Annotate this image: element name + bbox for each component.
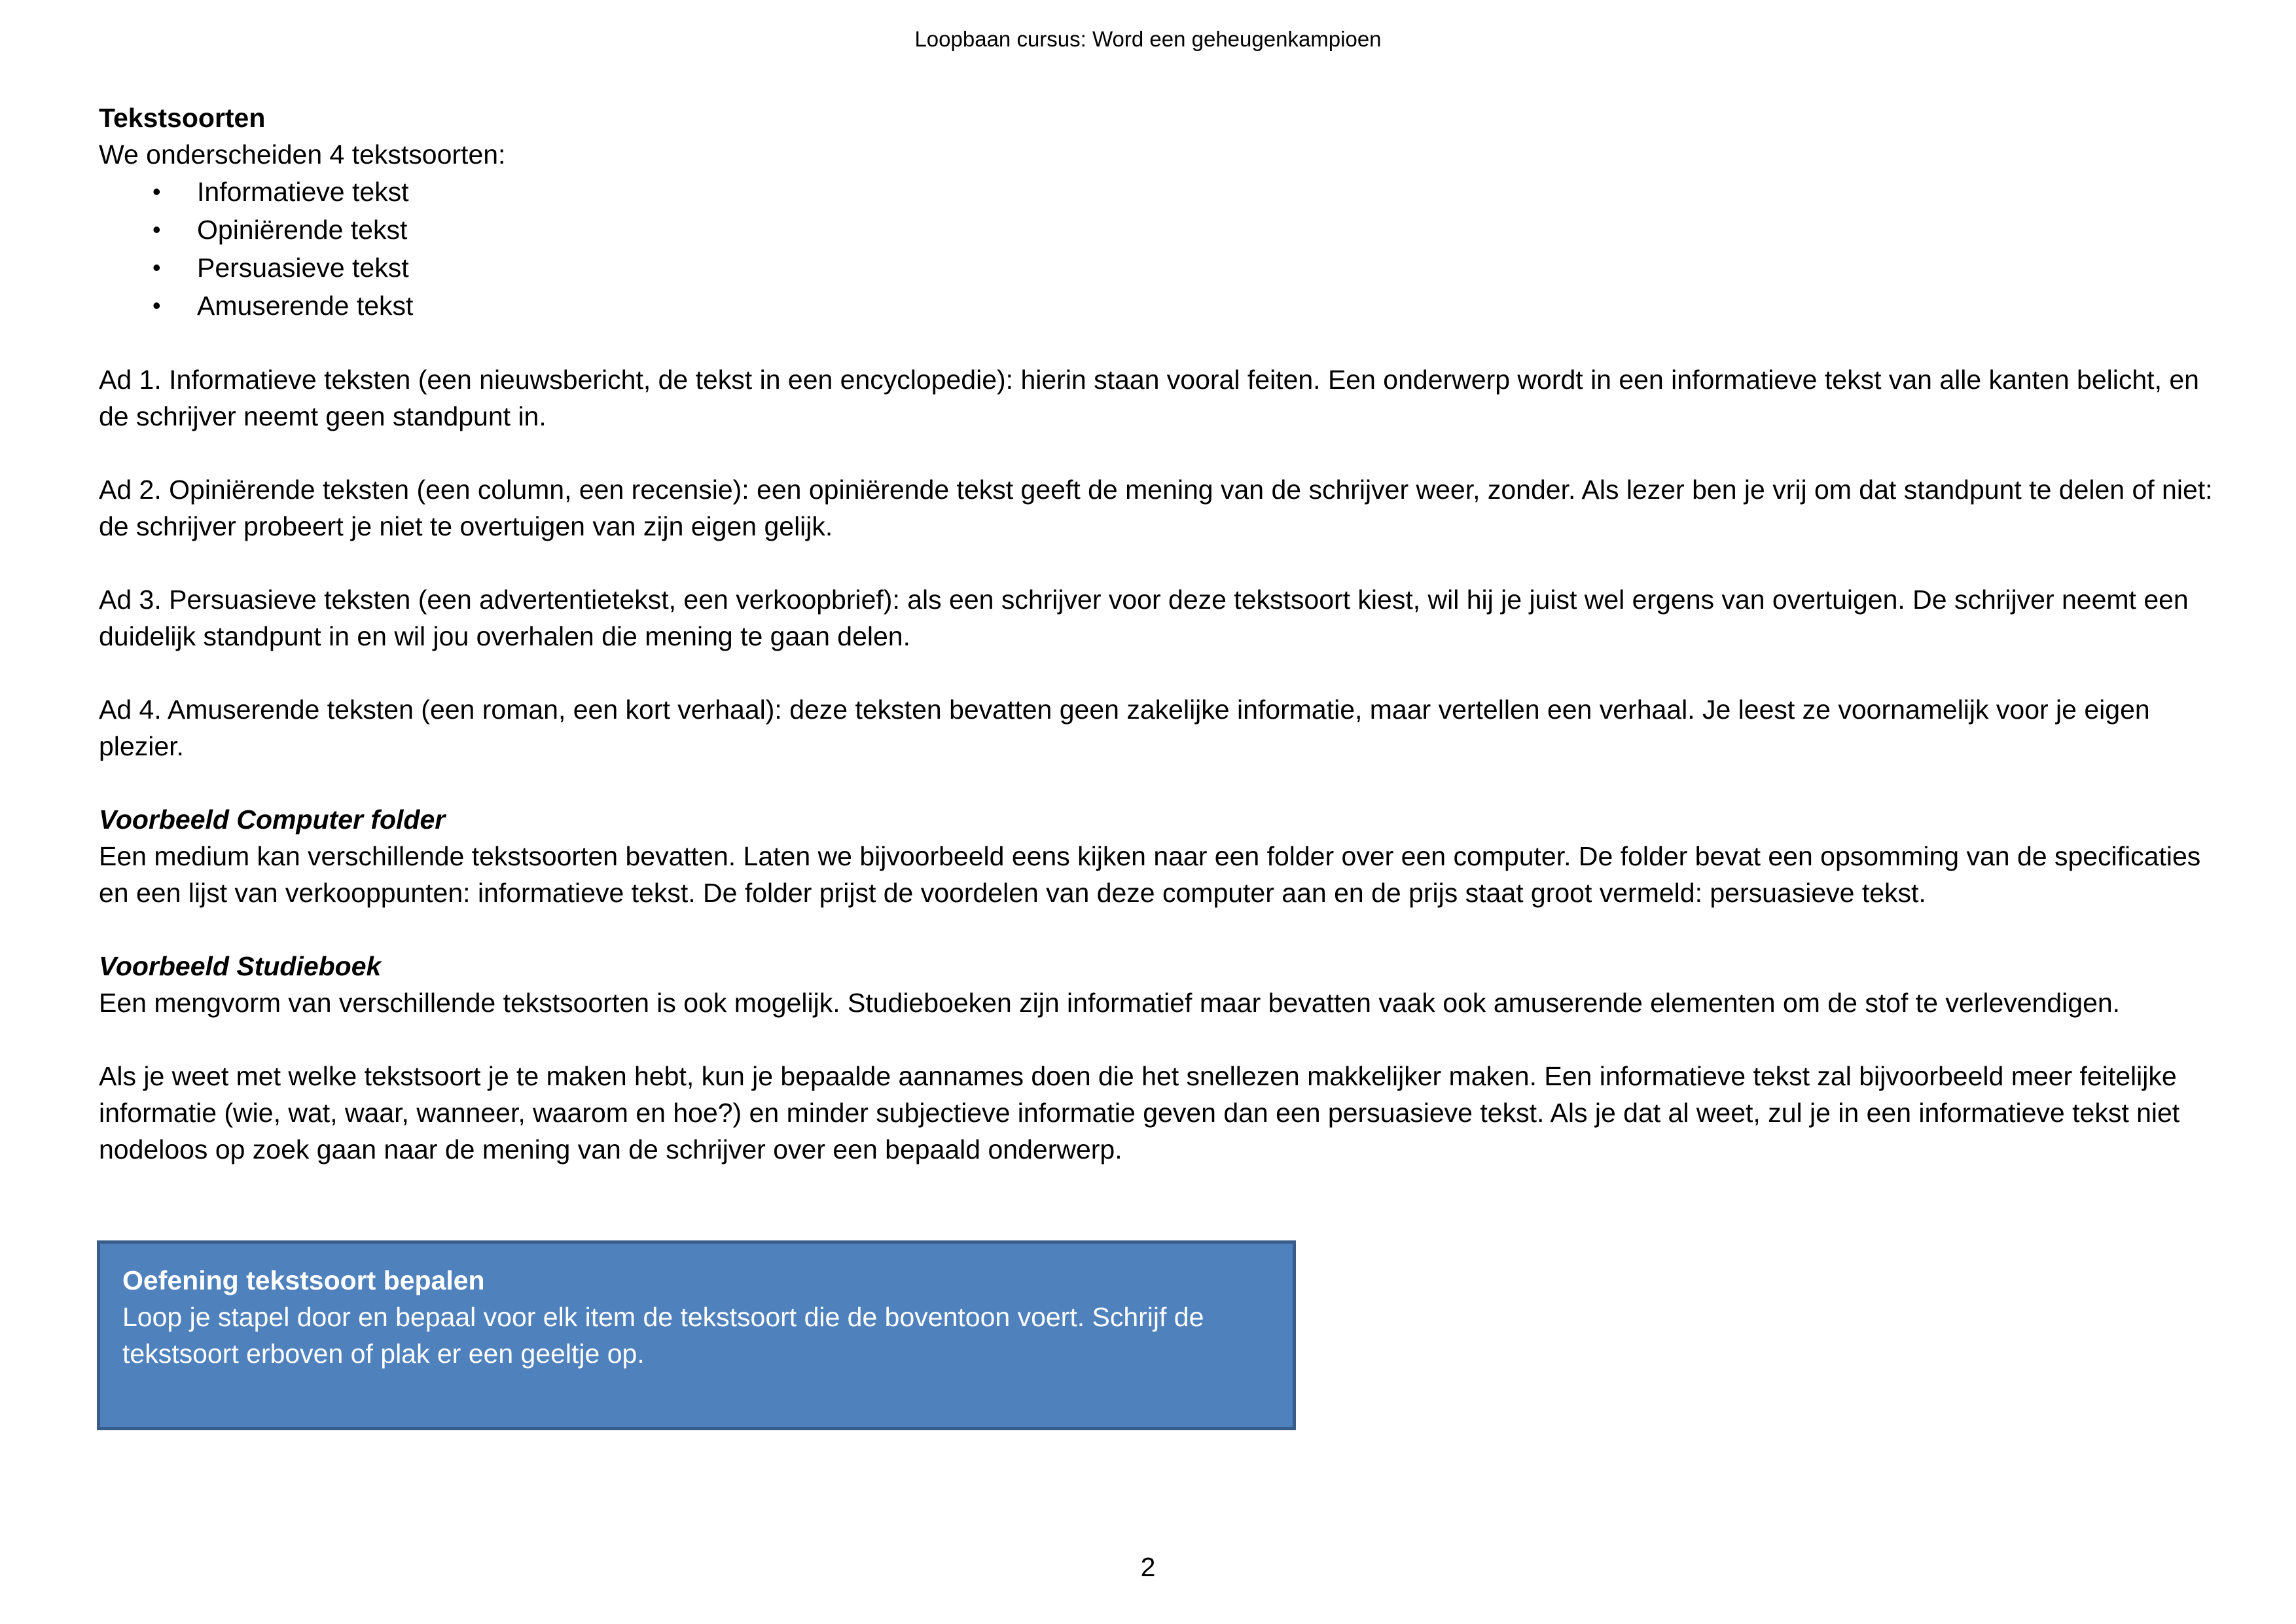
spacer — [99, 655, 2213, 691]
paragraph-ad3: Ad 3. Persuasieve teksten (een advertentietekst, een verkoopbrief): als een schrijver voor deze tekstsoort kiest, wil hij je juist wel ergens van overtuigen. De schrijver neemt een duidelijk standpunt in en wil jou overhalen die mening te gaan delen. — [99, 585, 2189, 651]
exercise-callout-box — [97, 1240, 1296, 1430]
example-computer-text: Een medium kan verschillende tekstsoorten bevatten. Laten we bijvoorbeeld eens kijken naar een folder over een computer. De folder bevat een opsomming van de specificaties en een lijst van verkooppunten: informatieve tekst. De folder prijst de voordelen van deze computer aan en de prijs staat groot vermeld: persuasieve tekst. — [99, 841, 2201, 908]
closing-paragraph: Als je weet met welke tekstsoort je te maken hebt, kun je bepaalde aannames doen die het snellezen makkelijker maken. Een informatieve tekst zal bijvoorbeeld meer feitelijke informatie (wie, wat, waar, wanneer, waarom en hoe?) en minder subjectieve informatie geven dan een persuasieve tekst. Als je dat al weet, zul je in een informatieve tekst niet nodeloos op zoek gaan naar de mening van de schrijver over een bepaald onderwerp. — [99, 1061, 2180, 1164]
spacer — [99, 765, 2213, 801]
text-type-list — [99, 173, 2213, 325]
example-studybook-heading: Voorbeeld Studieboek — [99, 951, 382, 981]
list-item-label: Persuasieve tekst — [197, 253, 409, 283]
list-item-label: Amuserende tekst — [197, 291, 414, 321]
section-intro: We onderscheiden 4 tekstsoorten: — [99, 139, 506, 170]
paragraph-ad1: Ad 1. Informatieve teksten (een nieuwsbericht, de tekst in een encyclopedie): hierin staan vooral feiten. Een onderwerp wordt in een informatieve tekst van alle kanten belicht, en de schrijver neemt geen standpunt in. — [99, 365, 2199, 431]
list-item — [99, 287, 2213, 325]
list-item — [99, 211, 2213, 249]
spacer — [99, 1021, 2213, 1058]
list-item-label: Opiniërende tekst — [197, 215, 408, 245]
spacer — [99, 911, 2213, 948]
exercise-title: Oefening tekstsoort bepalen — [122, 1265, 485, 1295]
bullet-icon: • — [152, 292, 161, 319]
example-computer-heading: Voorbeeld Computer folder — [99, 804, 446, 835]
page-number: 2 — [1140, 1552, 1156, 1582]
running-header: Loopbaan cursus: Word een geheugenkampioen — [914, 27, 1382, 51]
paragraph-ad4: Ad 4. Amuserende teksten (een roman, een kort verhaal): deze teksten bevatten geen zakelijke informatie, maar vertellen een verhaal. Je leest ze voornamelijk voor je eigen plezier. — [99, 695, 2150, 761]
list-item — [99, 249, 2213, 287]
bullet-icon: • — [152, 254, 161, 281]
list-item — [99, 173, 2213, 211]
section-heading: Tekstsoorten — [99, 103, 266, 133]
bullet-icon: • — [152, 216, 161, 243]
bullet-icon: • — [152, 178, 161, 205]
spacer — [99, 325, 2213, 361]
spacer — [99, 435, 2213, 471]
body-content — [99, 99, 2213, 1168]
example-studybook-text: Een mengvorm van verschillende tekstsoorten is ook mogelijk. Studieboeken zijn informatief maar bevatten vaak ook amuserende elementen om de stof te verlevendigen. — [99, 988, 2121, 1018]
list-item-label: Informatieve tekst — [197, 177, 409, 207]
exercise-text: Loop je stapel door en bepaal voor elk item de tekstsoort die de boventoon voert. Schrijf de tekstsoort erboven of plak er een geeltje op. — [122, 1302, 1204, 1369]
spacer — [99, 545, 2213, 581]
paragraph-ad2: Ad 2. Opiniërende teksten (een column, een recensie): een opiniërende tekst geeft de mening van de schrijver weer, zonder. Als lezer ben je vrij om dat standpunt te delen of niet: de schrijver probeert je niet te overtuigen van zijn eigen gelijk. — [99, 475, 2213, 541]
